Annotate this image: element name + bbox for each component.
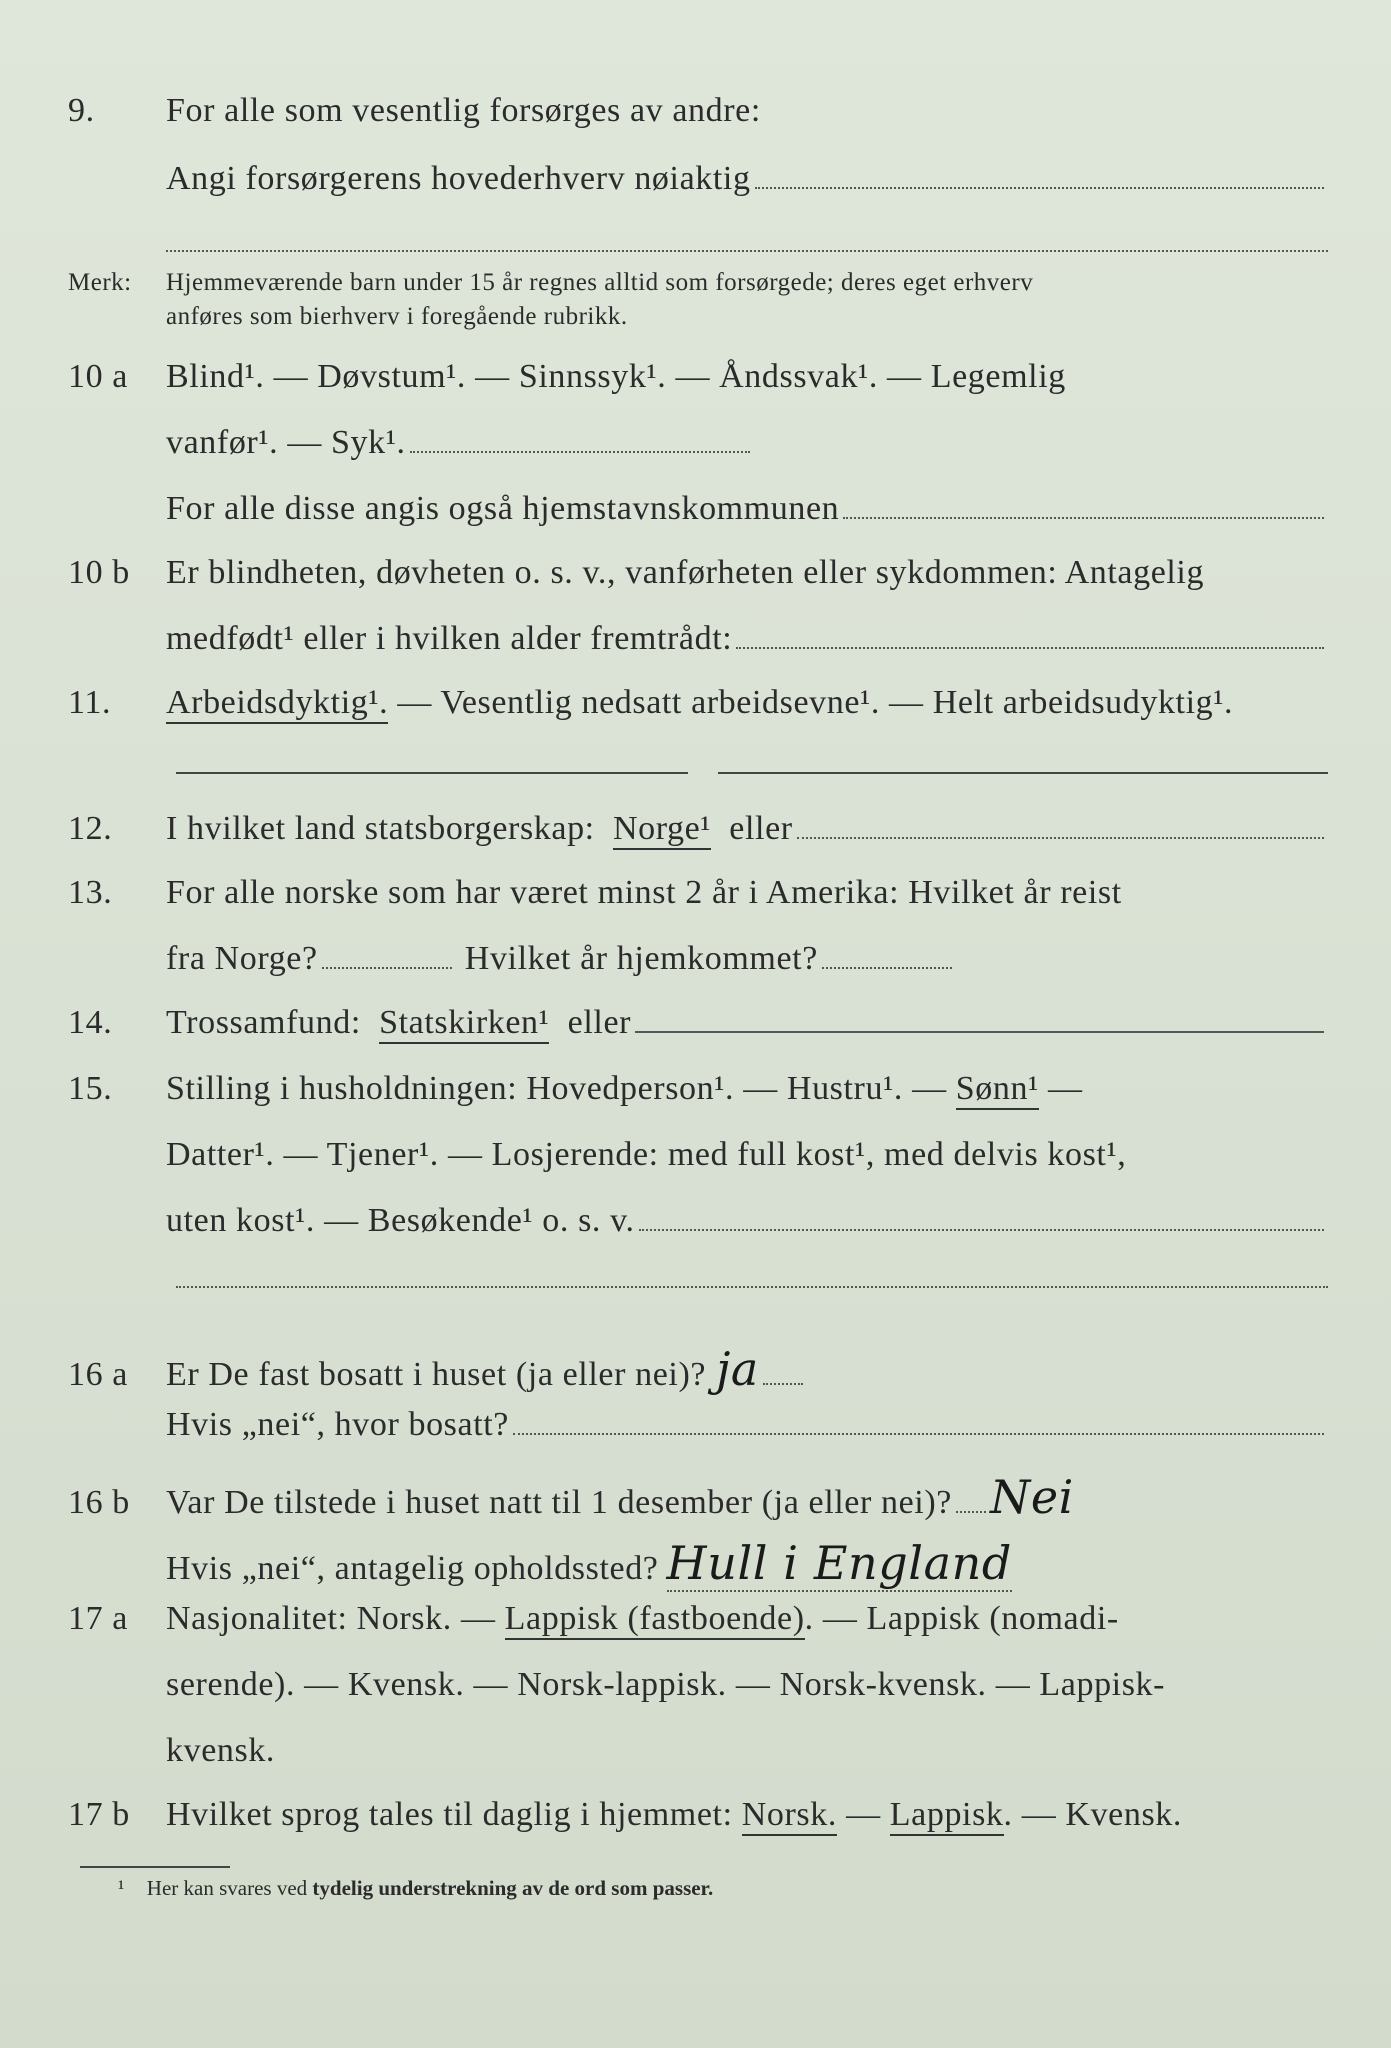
q16a-text2: Hvis „nei“, hvor bosatt? <box>166 1406 509 1443</box>
q12-number: 12. <box>68 810 113 847</box>
q16a-line2 <box>68 1406 1328 1444</box>
q9-text1: For alle som vesentlig forsørges av andre: <box>166 92 761 129</box>
q13-text-b: Hvilket år hjemkommet? <box>464 940 818 977</box>
q17a-text3: kvensk. <box>166 1732 276 1769</box>
q16b-number: 16 b <box>68 1484 130 1521</box>
q10b-answer-field[interactable] <box>736 647 1324 649</box>
footnote-separator <box>80 1866 230 1868</box>
q13-line2 <box>68 940 1328 978</box>
q11-line-a <box>176 772 688 774</box>
q9-answer-field[interactable] <box>755 187 1324 189</box>
q9-extra-line[interactable] <box>166 250 1328 252</box>
q10a-number: 10 a <box>68 358 128 395</box>
q15-text3: uten kost¹. — Besøkende¹ o. s. v. <box>166 1202 635 1239</box>
q16a-text1: Er De fast bosatt i huset (ja eller nei)? <box>166 1356 707 1393</box>
q9-line1 <box>68 92 1328 130</box>
q15-extra-line[interactable] <box>176 1286 1328 1288</box>
q12-eller: eller <box>729 810 793 847</box>
q16a-handwritten-answer[interactable]: ja <box>716 1342 759 1396</box>
q15-text2: Datter¹. — Tjener¹. — Losjerende: med full kost¹, med delvis kost¹, <box>166 1136 1127 1173</box>
q17b-text-e: . — Kvensk. <box>1003 1796 1183 1833</box>
q11-line <box>68 684 1328 724</box>
q12-line <box>68 810 1328 850</box>
q11-line-b <box>718 772 1328 774</box>
footnote-mark: ¹ <box>118 1876 125 1900</box>
q15-text1a: Stilling i husholdningen: Hovedperson¹. — Hustru¹. — <box>166 1070 947 1107</box>
q14-eller: eller <box>567 1004 632 1041</box>
q12-norge-underlined[interactable]: Norge¹ <box>613 810 711 850</box>
q16a-answer-field <box>763 1383 803 1385</box>
q10b-text2: medfødt¹ eller i hvilken alder fremtrådt: <box>166 620 733 657</box>
q14-text: Trossamfund: <box>166 1004 361 1041</box>
q15-answer-field[interactable] <box>639 1229 1324 1231</box>
q15-line3 <box>68 1202 1328 1240</box>
q13-hjemkommet-field[interactable] <box>822 967 952 969</box>
q17a-line2 <box>68 1666 1328 1704</box>
q11-number: 11. <box>68 684 112 721</box>
q17a-number: 17 a <box>68 1600 128 1637</box>
q15-line1 <box>68 1070 1328 1110</box>
q14-number: 14. <box>68 1004 113 1041</box>
merk-text1: Hjemmeværende barn under 15 år regnes alltid som forsørgede; deres eget erhverv <box>166 269 1034 296</box>
q10a-text1: Blind¹. — Døvstum¹. — Sinnssyk¹. — Åndssvak¹. — Legemlig <box>166 358 1066 395</box>
q10a-kommune-field[interactable] <box>843 517 1324 519</box>
q16b-line1 <box>68 1470 1328 1524</box>
q10a-line2 <box>68 424 1328 462</box>
q9-text2: Angi forsørgerens hovederhverv nøiaktig <box>166 160 751 197</box>
q13-text1: For alle norske som har været minst 2 år i Amerika: Hvilket år reist <box>166 874 1122 911</box>
q17b-dash: — <box>846 1796 881 1833</box>
footnote-text-b: tydelig understrekning av de ord som passer. <box>312 1876 714 1900</box>
q16b-text2: Hvis „nei“, antagelig opholdssted? <box>166 1550 659 1587</box>
q16b-line2 <box>68 1536 1328 1592</box>
merk-label: Merk: <box>68 269 132 296</box>
q17b-line <box>68 1796 1328 1836</box>
q11-arbeidsdyktig-underlined[interactable]: Arbeidsdyktig¹. <box>166 684 388 724</box>
q17a-line1 <box>68 1600 1328 1640</box>
q15-number: 15. <box>68 1070 113 1107</box>
q16b-handwritten-answer2[interactable]: Hull i England <box>666 1536 1012 1590</box>
q12-answer-field[interactable] <box>797 837 1324 839</box>
q9-number: 9. <box>68 92 95 129</box>
q12-text: I hvilket land statsborgerskap: <box>166 810 595 847</box>
q16b-text1: Var De tilstede i huset natt til 1 desember (ja eller nei)? <box>166 1484 952 1521</box>
q15-sonn-underlined[interactable]: Sønn¹ <box>956 1070 1039 1110</box>
merk-note <box>68 266 1328 334</box>
q10a-line1 <box>68 358 1328 396</box>
q16b-answer1-lead <box>956 1511 986 1513</box>
q17a-lappisk-fastboende-underlined[interactable]: Lappisk (fastboende) <box>505 1600 805 1640</box>
q14-statskirken-underlined[interactable]: Statskirken¹ <box>379 1004 549 1044</box>
q17a-text-c: . — Lappisk (nomadi- <box>804 1600 1119 1637</box>
q17a-text-a: Nasjonalitet: Norsk. — <box>166 1600 496 1637</box>
q17b-number: 17 b <box>68 1796 130 1833</box>
q15-text1c: — <box>1048 1070 1083 1107</box>
q14-line <box>68 1004 1328 1044</box>
q9-line2 <box>68 160 1328 198</box>
q13-text-a: fra Norge? <box>166 940 318 977</box>
q16a-number: 16 a <box>68 1356 128 1393</box>
q17b-text-a: Hvilket sprog tales til daglig i hjemmet: <box>166 1796 733 1833</box>
q10a-syk-field[interactable] <box>410 451 750 453</box>
q10b-line1 <box>68 554 1328 592</box>
q13-line1 <box>68 874 1328 912</box>
q13-reist-field[interactable] <box>322 967 452 969</box>
footnote <box>118 1876 713 1901</box>
q17b-norsk-underlined[interactable]: Norsk. <box>742 1796 837 1836</box>
q10a-line3 <box>68 490 1328 528</box>
q10b-line2 <box>68 620 1328 658</box>
q10b-number: 10 b <box>68 554 130 591</box>
q10b-text1: Er blindheten, døvheten o. s. v., vanførheten eller sykdommen: Antagelig <box>166 554 1205 591</box>
q14-answer-field[interactable] <box>635 1031 1324 1033</box>
q17a-text2: serende). — Kvensk. — Norsk-lappisk. — Norsk-kvensk. — Lappisk- <box>166 1666 1166 1703</box>
q16a-line1 <box>68 1342 1328 1396</box>
q15-line2 <box>68 1136 1328 1174</box>
merk-text2: anføres som bierhverv i foregående rubrikk. <box>166 303 628 330</box>
q16b-handwritten-answer1[interactable]: Nei <box>989 1470 1074 1524</box>
q17b-lappisk-underlined[interactable]: Lappisk <box>890 1796 1004 1836</box>
q10a-text3: For alle disse angis også hjemstavnskommunen <box>166 490 840 527</box>
q13-number: 13. <box>68 874 113 911</box>
q16a-bosatt-field[interactable] <box>513 1433 1324 1435</box>
footnote-text-a: Her kan svares ved <box>146 1876 308 1900</box>
q10a-text2: vanfør¹. — Syk¹. <box>166 424 406 461</box>
q17a-line3 <box>68 1732 1328 1770</box>
q11-text: — Vesentlig nedsatt arbeidsevne¹. — Helt arbeidsudyktig¹. <box>397 684 1234 721</box>
